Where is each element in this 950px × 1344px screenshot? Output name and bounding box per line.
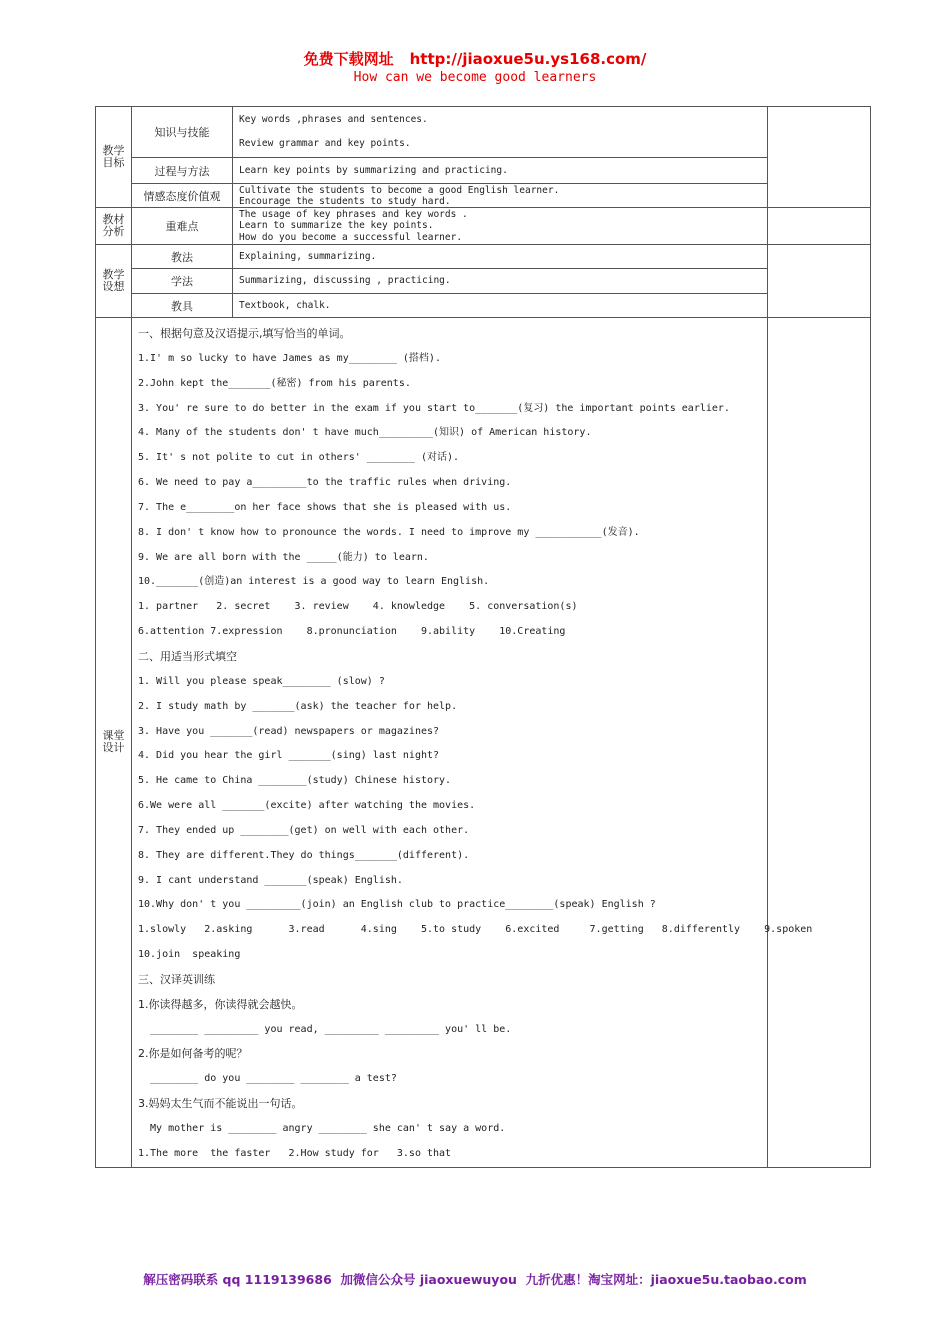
section-heading: 二、用适当形式填空 [138,649,237,663]
design-category: 课堂设计 [96,318,132,1168]
plan-learning-value: Summarizing, discussing , practicing. [233,269,768,294]
page-title: How can we become good learners [353,70,597,85]
site-url[interactable]: http://jiaoxue5u.ys168.com/ [409,50,647,68]
plan-tools-label: 教具 [132,294,233,318]
analysis-category: 教材分析 [96,208,132,245]
exercise-line: 10.Why don' t you _________(join) an English club to practice________(speak) English ? [138,899,656,911]
exercise-line: 8. They are different.They do things_______(different). [138,849,470,861]
answer-line: 1.slowly 2.asking 3.read 4.sing 5.to study 6.excited 7.getting 8.differently 9.spoken [138,924,813,936]
exercise-line: ________ _________ you read, _________ _________ you' ll be. [138,1023,512,1035]
answer-line: 10.join speaking [138,949,241,961]
exercise-line: 7. The e________on her face shows that she is pleased with us. [138,501,512,513]
exercise-line: 1.I' m so lucky to have James as my________ (搭档). [138,352,441,364]
exercise-line: 1. Will you please speak________ (slow) ? [138,675,385,687]
goals-emotion-label: 情感态度价值观 [132,184,233,208]
exercise-line: 6.We were all _______(excite) after watching the movies. [138,800,476,812]
exercise-line: 2. I study math by _______(ask) the teacher for help. [138,700,458,712]
exercise-line: 5. It' s not polite to cut in others' ________ (对话). [138,452,460,464]
section-heading: 一、根据句意及汉语提示,填写恰当的单词。 [138,327,351,340]
goals-knowledge-label: 知识与技能 [132,107,233,158]
analysis-label: 重难点 [132,208,233,245]
exercise-line: 2.John kept the_______(秘密) from his parents. [138,377,411,389]
site-label: 免费下载网址 [303,50,394,68]
goals-category: 教学目标 [96,107,132,208]
goals-knowledge-value: Key words ,phrases and sentences. Review grammar and key points. [233,107,768,158]
footer-contact: 解压密码联系 qq 1119139686 加微信公众号 jiaoxuewuyou 九折优惠！淘宝网址：jiaoxue5u.taobao.com [143,1272,807,1287]
plan-method-value: Explaining, summarizing. [233,245,768,269]
exercise-line: 9. We are all born with the _____(能力) to learn. [138,551,429,563]
goals-process-label: 过程与方法 [132,158,233,184]
analysis-value: The usage of key phrases and key words . Learn to summarize the key points. How do you become a successful learner. [233,208,768,245]
exercise-line: 5. He came to China ________(study) Chinese history. [138,775,452,787]
answer-line: 1. partner 2. secret 3. review 4. knowledge 5. conversation(s) [138,601,578,613]
exercise-line: ________ do you ________ ________ a test? [138,1073,397,1085]
exercise-line: 7. They ended up ________(get) on well with each other. [138,824,470,836]
exercise-line: 6. We need to pay a_________to the traffic rules when driving. [138,477,512,489]
translation-prompt: 1.你读得越多，你读得就会越快。 [138,997,303,1011]
exercise-line: 3. You' re sure to do better in the exam if you start to_______(复习) the important points earlier. [138,402,730,414]
plan-method-label: 教法 [132,245,233,269]
exercise-line: 9. I cant understand _______(speak) English. [138,874,403,886]
answer-line: 6.attention 7.expression 8.pronunciation 9.ability 10.Creating [138,626,566,638]
exercise-line: 4. Did you hear the girl _______(sing) last night? [138,750,440,762]
design-content [132,318,813,1168]
plan-tools-value: Textbook, chalk. [233,294,768,318]
exercise-line: 8. I don' t know how to pronounce the words. I need to improve my ___________(发音). [138,526,640,538]
lesson-plan-table [95,106,871,1168]
translation-prompt: 2.你是如何备考的呢？ [138,1047,248,1061]
plan-extra-cell [768,245,871,318]
analysis-extra-cell [768,208,871,245]
goals-process-value: Learn key points by summarizing and practicing. [233,158,768,184]
plan-category: 教学设想 [96,245,132,318]
exercise-line: My mother is ________ angry ________ she can' t say a word. [138,1123,506,1134]
design-extra-cell [768,318,871,1168]
exercise-line: 4. Many of the students don' t have much_________(知识) of American history. [138,427,592,439]
site-header [0,48,950,69]
plan-learning-label: 学法 [132,269,233,294]
translation-prompt: 3.妈妈太生气而不能说出一句话。 [138,1097,303,1111]
section-heading: 三、汉译英训练 [138,972,215,986]
exercise-line: 3. Have you _______(read) newspapers or magazines? [138,725,440,737]
goals-extra-cell [768,107,871,208]
exercise-line: 10._______(创造)an interest is a good way to learn English. [138,576,490,588]
answer-line: 1.The more the faster 2.How study for 3.so that [138,1147,452,1159]
goals-emotion-value: Cultivate the students to become a good English learner. Encourage the students to study hard. [233,184,768,208]
